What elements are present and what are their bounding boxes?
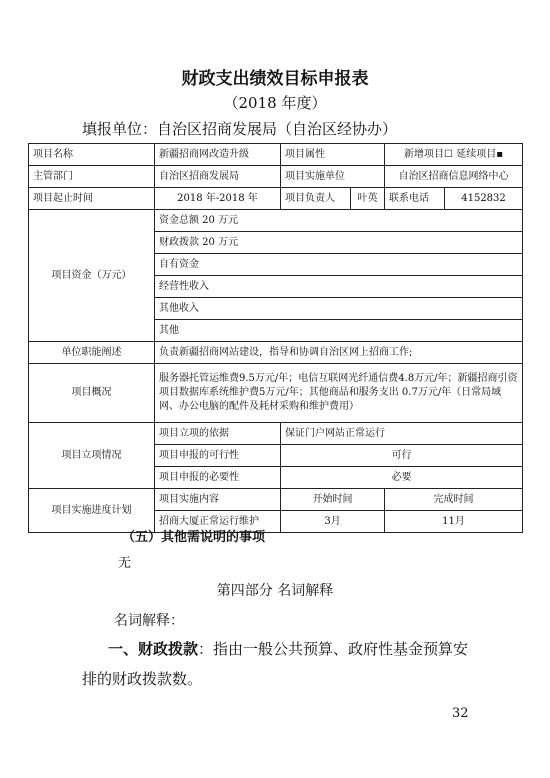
dept-label: 主管部门 — [29, 166, 155, 188]
approval-row-value: 必要 — [281, 467, 523, 489]
owner-label: 项目负责人 — [281, 188, 351, 210]
funds-label: 项目资金（万元） — [29, 210, 155, 342]
dept-value: 自治区招商发展局 — [155, 166, 281, 188]
glossary-term: 一、财政拨款 — [108, 640, 199, 658]
form-title: 财政支出绩效目标申报表 — [181, 69, 369, 89]
schedule-header-content: 项目实施内容 — [155, 489, 281, 511]
duty-value: 负责新疆招商网站建设，指导和协调自治区网上招商工作; — [155, 342, 523, 364]
project-name-label: 项目名称 — [29, 144, 155, 166]
schedule-label: 项目实施进度计划 — [29, 489, 155, 533]
approval-label: 项目立项情况 — [29, 423, 155, 489]
schedule-row-end: 11月 — [385, 511, 523, 533]
schedule-header-start: 开始时间 — [281, 489, 385, 511]
project-name-value: 新疆招商网改造升级 — [155, 144, 281, 166]
funds-item: 资金总额 20 万元 — [155, 210, 523, 232]
definition-lead: ：指由一般公共预算、政府性基金预算安 — [198, 640, 469, 658]
funds-item: 财政拨款 20 万元 — [155, 232, 523, 254]
approval-row-label: 项目申报的必要性 — [155, 467, 281, 489]
glossary-definition — [82, 634, 482, 694]
funds-item: 经营性收入 — [155, 276, 523, 298]
project-attr-value: 新增项目☐ 延续项目▪ — [385, 144, 523, 166]
overview-label: 项目概况 — [29, 364, 155, 423]
funds-item: 其他收入 — [155, 298, 523, 320]
page-number: 32 — [452, 706, 469, 721]
impl-unit-label: 项目实施单位 — [281, 166, 385, 188]
section-5-body: 无 — [118, 556, 132, 571]
glossary-label: 名词解释： — [114, 613, 184, 629]
schedule-row-start: 3月 — [281, 511, 385, 533]
reporting-unit: 填报单位：自治区招商发展局（自治区经协办） — [82, 120, 398, 138]
approval-row-value: 可行 — [281, 445, 523, 467]
approval-row-label: 项目申报的可行性 — [155, 445, 281, 467]
part-4-heading: 第四部分 名词解释 — [216, 583, 334, 599]
section-5-heading: （五）其他需说明的事项 — [122, 530, 266, 545]
funds-item: 其他 — [155, 320, 523, 342]
definition-rest: 排的财政拨款数。 — [82, 670, 203, 688]
owner-value: 叶英 — [351, 188, 385, 210]
phone-label: 联系电话 — [385, 188, 445, 210]
form-year: （2018 年度） — [223, 94, 327, 112]
period-value: 2018 年-2018 年 — [155, 188, 281, 210]
period-label: 项目起止时间 — [29, 188, 155, 210]
funds-item: 自有资金 — [155, 254, 523, 276]
project-attr-label: 项目属性 — [281, 144, 385, 166]
approval-row-label: 项目立项的依据 — [155, 423, 281, 445]
schedule-row-content: 招商大厦正常运行维护 — [155, 511, 281, 533]
overview-value: 服务器托管运维费9.5万元/年；电信互联网光纤通信费4.8万元/年；新疆招商引资项目数据库系统维护费5万元/年；其他商品和服务支出 0.7万元/年（日常局域网、办公电脑的配件及耗材采购和维护费用） — [155, 364, 523, 423]
performance-target-table — [28, 143, 523, 533]
schedule-header-end: 完成时间 — [385, 489, 523, 511]
duty-label: 单位职能阐述 — [29, 342, 155, 364]
approval-row-value: 保证门户网站正常运行 — [281, 423, 523, 445]
phone-value: 4152832 — [445, 188, 523, 210]
impl-unit-value: 自治区招商信息网络中心 — [385, 166, 523, 188]
